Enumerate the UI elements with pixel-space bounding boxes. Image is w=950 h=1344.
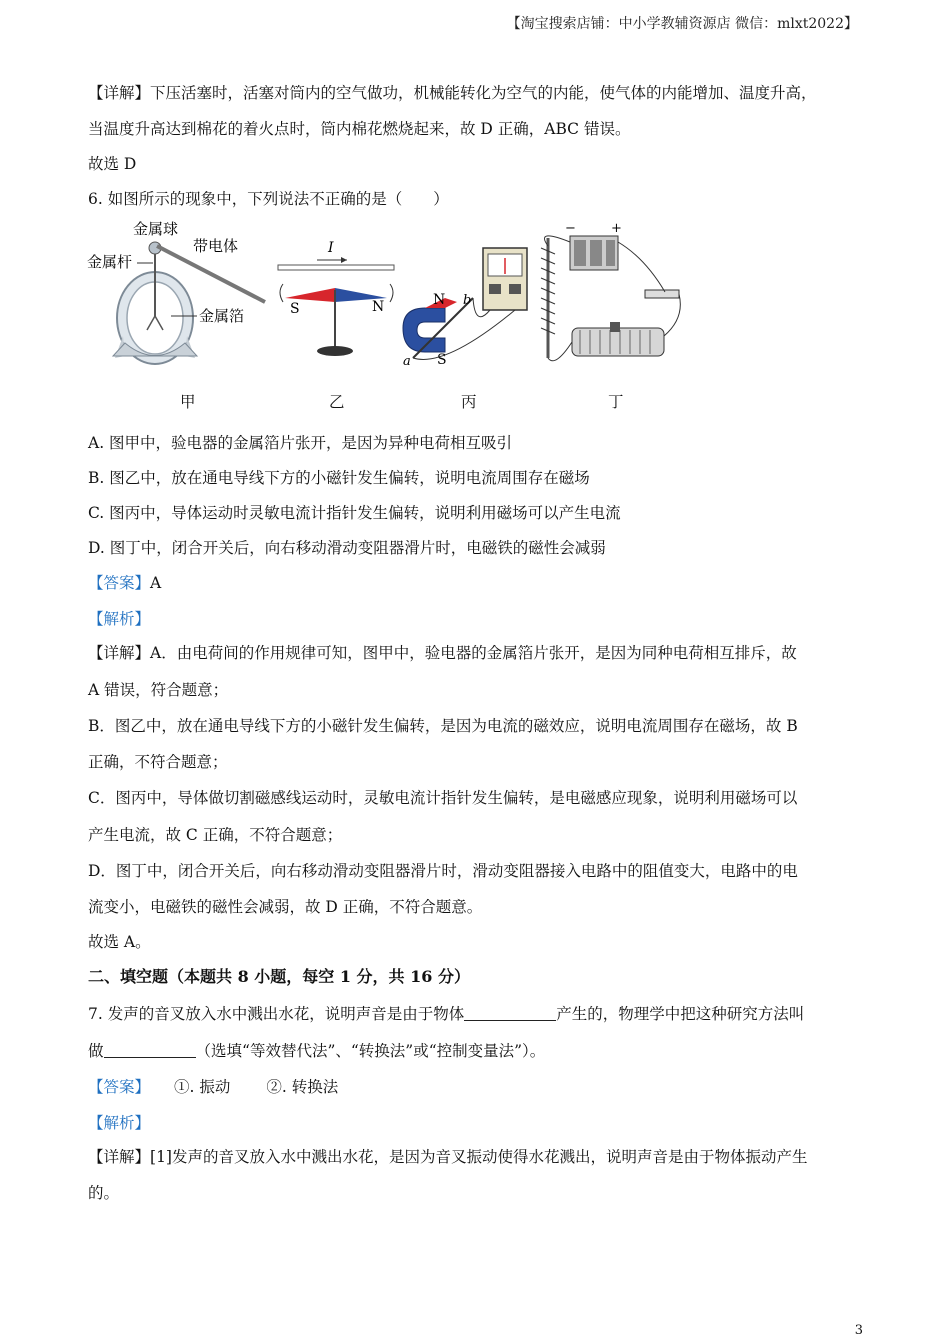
label-compass-s: S: [290, 301, 300, 317]
label-battery-plus: +: [611, 221, 622, 236]
q6-detail-line2: A 错误，符合题意；: [88, 681, 229, 699]
q7-stem-part1: 7. 发声的音叉放入水中溅出水花，说明声音是由于物体: [88, 1005, 465, 1023]
label-magnet-n: N: [433, 292, 446, 308]
label-conductor-b: b: [463, 293, 472, 308]
label-metal-rod: 金属杆: [87, 253, 133, 271]
induction-diagram: [403, 248, 527, 369]
page-header: 【淘宝搜索店铺：中小学教辅资源店 微信：mlxt2022】: [506, 16, 858, 32]
q7-answer: [88, 1077, 338, 1097]
label-current: I: [328, 240, 334, 256]
electromagnet-diagram: [541, 221, 680, 361]
detail-text: A．由电荷间的作用规律可知，图甲中，验电器的金属箔片张开，是因为同种电荷相互排斥，故: [150, 644, 797, 662]
answer-tag: 【答案】: [88, 1078, 151, 1096]
q5-detail-line1: [88, 83, 817, 103]
q7-detail-line2: 的。: [88, 1184, 120, 1202]
answer-tag: 【答案】: [88, 574, 151, 592]
q6-detail-line6: 产生电流，故 C 正确，不符合题意；: [88, 826, 343, 844]
detail-tag: 【详解】: [88, 84, 151, 102]
caption-ding: 丁: [608, 393, 624, 411]
wire-compass-diagram: [278, 240, 394, 356]
q6-detail-line3: B．图乙中，放在通电导线下方的小磁针发生偏转，是因为电流的磁效应，说明电流周围存在磁场，故 B: [88, 717, 798, 735]
q5-detail-line2: 当温度升高达到棉花的着火点时，筒内棉花燃烧起来，故 D 正确，ABC 错误。: [88, 120, 631, 138]
caption-bing: 丙: [461, 393, 477, 411]
q7-stem-line2: [88, 1041, 545, 1061]
q7-blank-2: [104, 1043, 196, 1058]
q6-detail-line7: D．图丁中，闭合开关后，向右移动滑动变阻器滑片时，滑动变阻器接入电路中的阻值变大，电路中的电: [88, 862, 798, 880]
section-title: 二、填空题（本题共 8 小题，每空 1 分，共 16 分）: [88, 967, 470, 986]
q6-conclusion: 故选 A。: [88, 933, 151, 951]
q6-analysis-tag: 【解析】: [88, 610, 151, 628]
q6-option-b: B. 图乙中，放在通电导线下方的小磁针发生偏转，说明电流周围存在磁场: [88, 469, 590, 487]
electroscope-diagram: [87, 220, 265, 364]
q6-detail-line1: [88, 643, 797, 663]
q7-stem-part4: （选填“等效替代法”、“转换法”或“控制变量法”）。: [195, 1042, 546, 1060]
answer-2: ②. 转换法: [266, 1078, 339, 1096]
q6-stem: 6. 如图所示的现象中，下列说法不正确的是（ ）: [88, 190, 449, 208]
q7-stem-part2: 产生的，物理学中把这种研究方法叫: [556, 1005, 805, 1023]
q6-figure: [85, 218, 685, 418]
label-battery-minus: −: [565, 221, 576, 236]
q5-conclusion: 故选 D: [88, 155, 137, 173]
label-charged-body: 带电体: [193, 237, 239, 255]
label-metal-foil: 金属箔: [199, 307, 245, 325]
q6-detail-line8: 流变小，电磁铁的磁性会减弱，故 D 正确，不符合题意。: [88, 898, 483, 916]
q6-option-a: A. 图甲中，验电器的金属箔片张开，是因为异种电荷相互吸引: [88, 434, 513, 452]
detail-tag: 【详解】: [88, 1148, 151, 1166]
q6-option-d: D. 图丁中，闭合开关后，向右移动滑动变阻器滑片时，电磁铁的磁性会减弱: [88, 539, 606, 557]
q6-detail-line4: 正确，不符合题意；: [88, 753, 228, 771]
label-metal-ball: 金属球: [133, 220, 179, 238]
q7-analysis-tag: 【解析】: [88, 1114, 151, 1132]
page-number: 3: [854, 1323, 863, 1338]
q6-detail-line5: C．图丙中，导体做切割磁感线运动时，灵敏电流计指针发生偏转，是电磁感应现象，说明利用磁场可以: [88, 789, 798, 807]
q7-blank-1: [464, 1006, 556, 1021]
label-compass-n: N: [372, 299, 385, 315]
q7-stem-line1: [88, 1004, 804, 1024]
detail-tag: 【详解】: [88, 644, 151, 662]
label-magnet-s: S: [437, 352, 447, 368]
answer-value: A: [150, 574, 162, 592]
detail-text: 下压活塞时，活塞对筒内的空气做功，机械能转化为空气的内能，使气体的内能增加、温度升高，: [150, 84, 817, 102]
q6-option-c: C. 图丙中，导体运动时灵敏电流计指针发生偏转，说明利用磁场可以产生电流: [88, 504, 621, 522]
label-conductor-a: a: [403, 354, 411, 369]
caption-yi: 乙: [329, 393, 345, 411]
caption-jia: 甲: [180, 393, 196, 411]
q7-detail-line1: [88, 1147, 807, 1167]
detail-text: [1]发声的音叉放入水中溅出水花，是因为音叉振动使得水花溅出，说明声音是由于物体振动产生: [150, 1148, 808, 1166]
q6-answer: [88, 573, 161, 593]
q7-stem-part3: 做: [88, 1042, 104, 1060]
answer-1: ①. 振动: [174, 1078, 231, 1096]
